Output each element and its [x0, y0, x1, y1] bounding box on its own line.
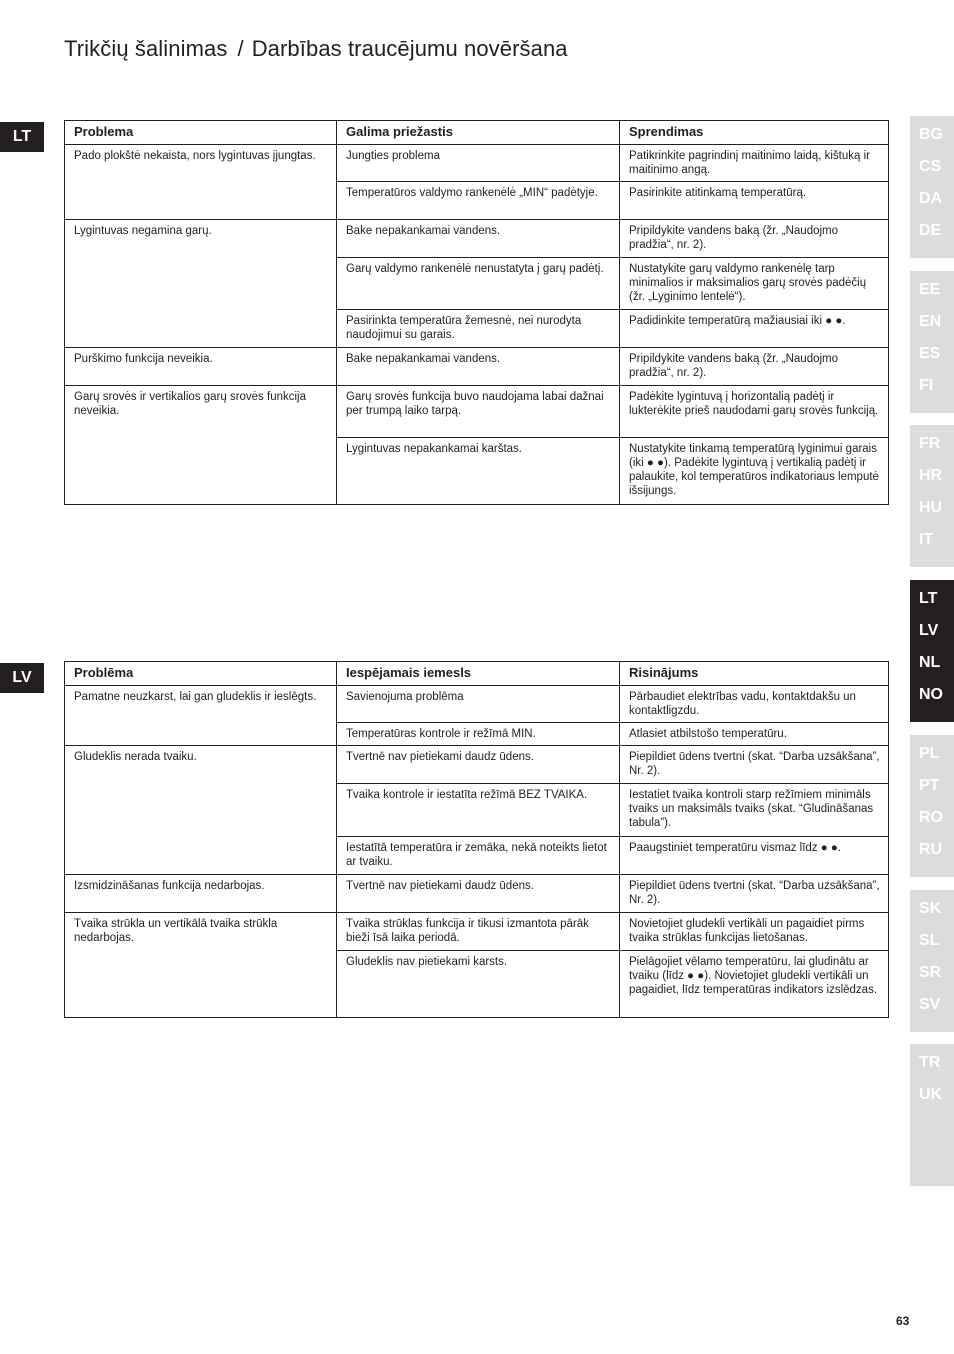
- language-tab-sk[interactable]: SK: [919, 900, 942, 917]
- problem-cell: Garų srovės ir vertikalios garų srovės funkcija neveikia.: [65, 386, 337, 505]
- cause-cell: Pasirinkta temperatūra žemesnė, nei nurodyta naudojimui su garais.: [337, 310, 620, 348]
- table-row: [65, 386, 889, 438]
- solution-cell: Nustatykite garų valdymo rankenėlę tarp minimalios ir maksimalios garų srovės padėčių (žr. „Lyginimo lentelė“).: [620, 258, 889, 310]
- language-tab-lt[interactable]: LT: [919, 590, 938, 607]
- language-tab-sr[interactable]: SR: [919, 964, 942, 981]
- column-header-solution: Risinājums: [620, 662, 889, 686]
- language-tab-it[interactable]: IT: [919, 531, 934, 548]
- cause-cell: Garų srovės funkcija buvo naudojama labai dažnai per trumpą laiko tarpą.: [337, 386, 620, 438]
- column-header-problem: Problēma: [65, 662, 337, 686]
- cause-cell: Tvaika kontrole ir iestatīta režīmā BEZ TVAIKA.: [337, 784, 620, 837]
- cause-cell: Temperatūras kontrole ir režīmā MIN.: [337, 723, 620, 746]
- language-tab-fr[interactable]: FR: [919, 435, 941, 452]
- language-group: [910, 271, 954, 413]
- cause-cell: Gludeklis nav pietiekami karsts.: [337, 951, 620, 1018]
- page-title-lv: Darbības traucējumu novēršana: [251, 36, 568, 61]
- column-header-solution: Sprendimas: [620, 121, 889, 145]
- solution-cell: Pripildykite vandens baką (žr. „Naudojmo pradžia“, nr. 2).: [620, 348, 889, 386]
- page-title: [64, 36, 568, 62]
- language-tab-lv[interactable]: LV: [919, 622, 939, 639]
- problem-cell: Purškimo funkcija neveikia.: [65, 348, 337, 386]
- troubleshooting-table-lv: [64, 661, 889, 1018]
- section-badge-lt: LT: [0, 122, 44, 152]
- language-tab-sl[interactable]: SL: [919, 932, 940, 949]
- language-tab-nl[interactable]: NL: [919, 654, 941, 671]
- cause-cell: Bake nepakankamai vandens.: [337, 348, 620, 386]
- page-title-lt: Trikčių šalinimas: [64, 36, 228, 61]
- table-row: [65, 913, 889, 951]
- language-group: [910, 890, 954, 1032]
- column-header-problem: Problema: [65, 121, 337, 145]
- solution-cell: Pielāgojiet vēlamo temperatūru, lai gludinātu ar tvaiku (līdz ● ●). Novietojiet gludekli vertikāli un pagaidiet, līdz temperatūras indikators izslēdzas.: [620, 951, 889, 1018]
- troubleshooting-table-lt: [64, 120, 889, 505]
- problem-cell: Gludeklis nerada tvaiku.: [65, 746, 337, 875]
- language-tab-ro[interactable]: RO: [919, 809, 943, 826]
- language-tab-no[interactable]: NO: [919, 686, 943, 703]
- table-header-row: [65, 121, 889, 145]
- table-row: [65, 348, 889, 386]
- solution-cell: Patikrinkite pagrindinį maitinimo laidą, kištuką ir maitinimo angą.: [620, 145, 889, 182]
- cause-cell: Temperatūros valdymo rankenėlė „MIN“ padėtyje.: [337, 182, 620, 220]
- cause-cell: Tvertnē nav pietiekami daudz ūdens.: [337, 875, 620, 913]
- column-header-cause: Iespējamais iemesls: [337, 662, 620, 686]
- problem-cell: Lygintuvas negamina garų.: [65, 220, 337, 348]
- solution-cell: Piepildiet ūdens tvertni (skat. “Darba uzsākšana”, Nr. 2).: [620, 746, 889, 784]
- language-group: [910, 116, 954, 258]
- language-tab-en[interactable]: EN: [919, 313, 942, 330]
- cause-cell: Savienojuma problēma: [337, 686, 620, 723]
- language-group: [910, 580, 954, 722]
- title-separator: /: [237, 36, 244, 61]
- language-group: [910, 735, 954, 877]
- table-row: [65, 145, 889, 182]
- section-badge-lv: LV: [0, 663, 44, 693]
- language-tab-pl[interactable]: PL: [919, 745, 940, 762]
- language-tab-hr[interactable]: HR: [919, 467, 943, 484]
- language-tab-bg[interactable]: BG: [919, 126, 943, 143]
- table-row: [65, 686, 889, 723]
- solution-cell: Pripildykite vandens baką (žr. „Naudojmo pradžia“, nr. 2).: [620, 220, 889, 258]
- solution-cell: Atlasiet atbilstošo temperatūru.: [620, 723, 889, 746]
- solution-cell: Pārbaudiet elektrības vadu, kontaktdakšu un kontaktligzdu.: [620, 686, 889, 723]
- solution-cell: Iestatiet tvaika kontroli starp režīmiem minimāls tvaiks un maksimāls tvaiks (skat. “Gludināšanas tabula”).: [620, 784, 889, 837]
- solution-cell: Padidinkite temperatūrą mažiausiai iki ● ●.: [620, 310, 889, 348]
- language-group: [910, 425, 954, 567]
- problem-cell: Tvaika strūkla un vertikālā tvaika strūkla nedarbojas.: [65, 913, 337, 1018]
- language-tab-ru[interactable]: RU: [919, 841, 943, 858]
- cause-cell: Jungties problema: [337, 145, 620, 182]
- language-tab-da[interactable]: DA: [919, 190, 943, 207]
- table-row: [65, 220, 889, 258]
- language-tab-ee[interactable]: EE: [919, 281, 941, 298]
- problem-cell: Izsmidzināšanas funkcija nedarbojas.: [65, 875, 337, 913]
- solution-cell: Novietojiet gludekli vertikāli un pagaidiet pirms tvaika strūklas funkcijas lietošanas.: [620, 913, 889, 951]
- problem-cell: Pado plokštė nekaista, nors lygintuvas įjungtas.: [65, 145, 337, 220]
- problem-cell: Pamatne neuzkarst, lai gan gludeklis ir ieslēgts.: [65, 686, 337, 746]
- cause-cell: Iestatītā temperatūra ir zemāka, nekā noteikts lietot ar tvaiku.: [337, 837, 620, 875]
- solution-cell: Piepildiet ūdens tvertni (skat. “Darba uzsākšana”, Nr. 2).: [620, 875, 889, 913]
- table-row: [65, 875, 889, 913]
- language-tab-hu[interactable]: HU: [919, 499, 943, 516]
- cause-cell: Bake nepakankamai vandens.: [337, 220, 620, 258]
- language-tab-de[interactable]: DE: [919, 222, 942, 239]
- page-number: 63: [896, 1314, 910, 1328]
- cause-cell: Tvaika strūklas funkcija ir tikusi izmantota pārāk bieži īsā laika periodā.: [337, 913, 620, 951]
- table-header-row: [65, 662, 889, 686]
- solution-cell: Paaugstiniet temperatūru vismaz līdz ● ●.: [620, 837, 889, 875]
- cause-cell: Tvertnē nav pietiekami daudz ūdens.: [337, 746, 620, 784]
- cause-cell: Lygintuvas nepakankamai karštas.: [337, 438, 620, 505]
- language-tab-uk[interactable]: UK: [919, 1086, 943, 1103]
- language-tab-es[interactable]: ES: [919, 345, 941, 362]
- language-tab-pt[interactable]: PT: [919, 777, 940, 794]
- table-row: [65, 746, 889, 784]
- column-header-cause: Galima priežastis: [337, 121, 620, 145]
- solution-cell: Pasirinkite atitinkamą temperatūrą.: [620, 182, 889, 220]
- cause-cell: Garų valdymo rankenėlė nenustatyta į garų padėtį.: [337, 258, 620, 310]
- solution-cell: Nustatykite tinkamą temperatūrą lyginimui garais (iki ● ●). Padėkite lygintuvą į vertikalią padėtį ir palaukite, kol temperatūros indikatoriaus lemputė išsijungs.: [620, 438, 889, 505]
- language-tab-sv[interactable]: SV: [919, 996, 941, 1013]
- language-tab-tr[interactable]: TR: [919, 1054, 941, 1071]
- language-group: [910, 1044, 954, 1186]
- solution-cell: Padėkite lygintuvą į horizontalią padėtį ir lukterėkite prieš naudodami garų srovės funkciją.: [620, 386, 889, 438]
- language-tab-cs[interactable]: CS: [919, 158, 942, 175]
- language-tab-fi[interactable]: FI: [919, 377, 934, 394]
